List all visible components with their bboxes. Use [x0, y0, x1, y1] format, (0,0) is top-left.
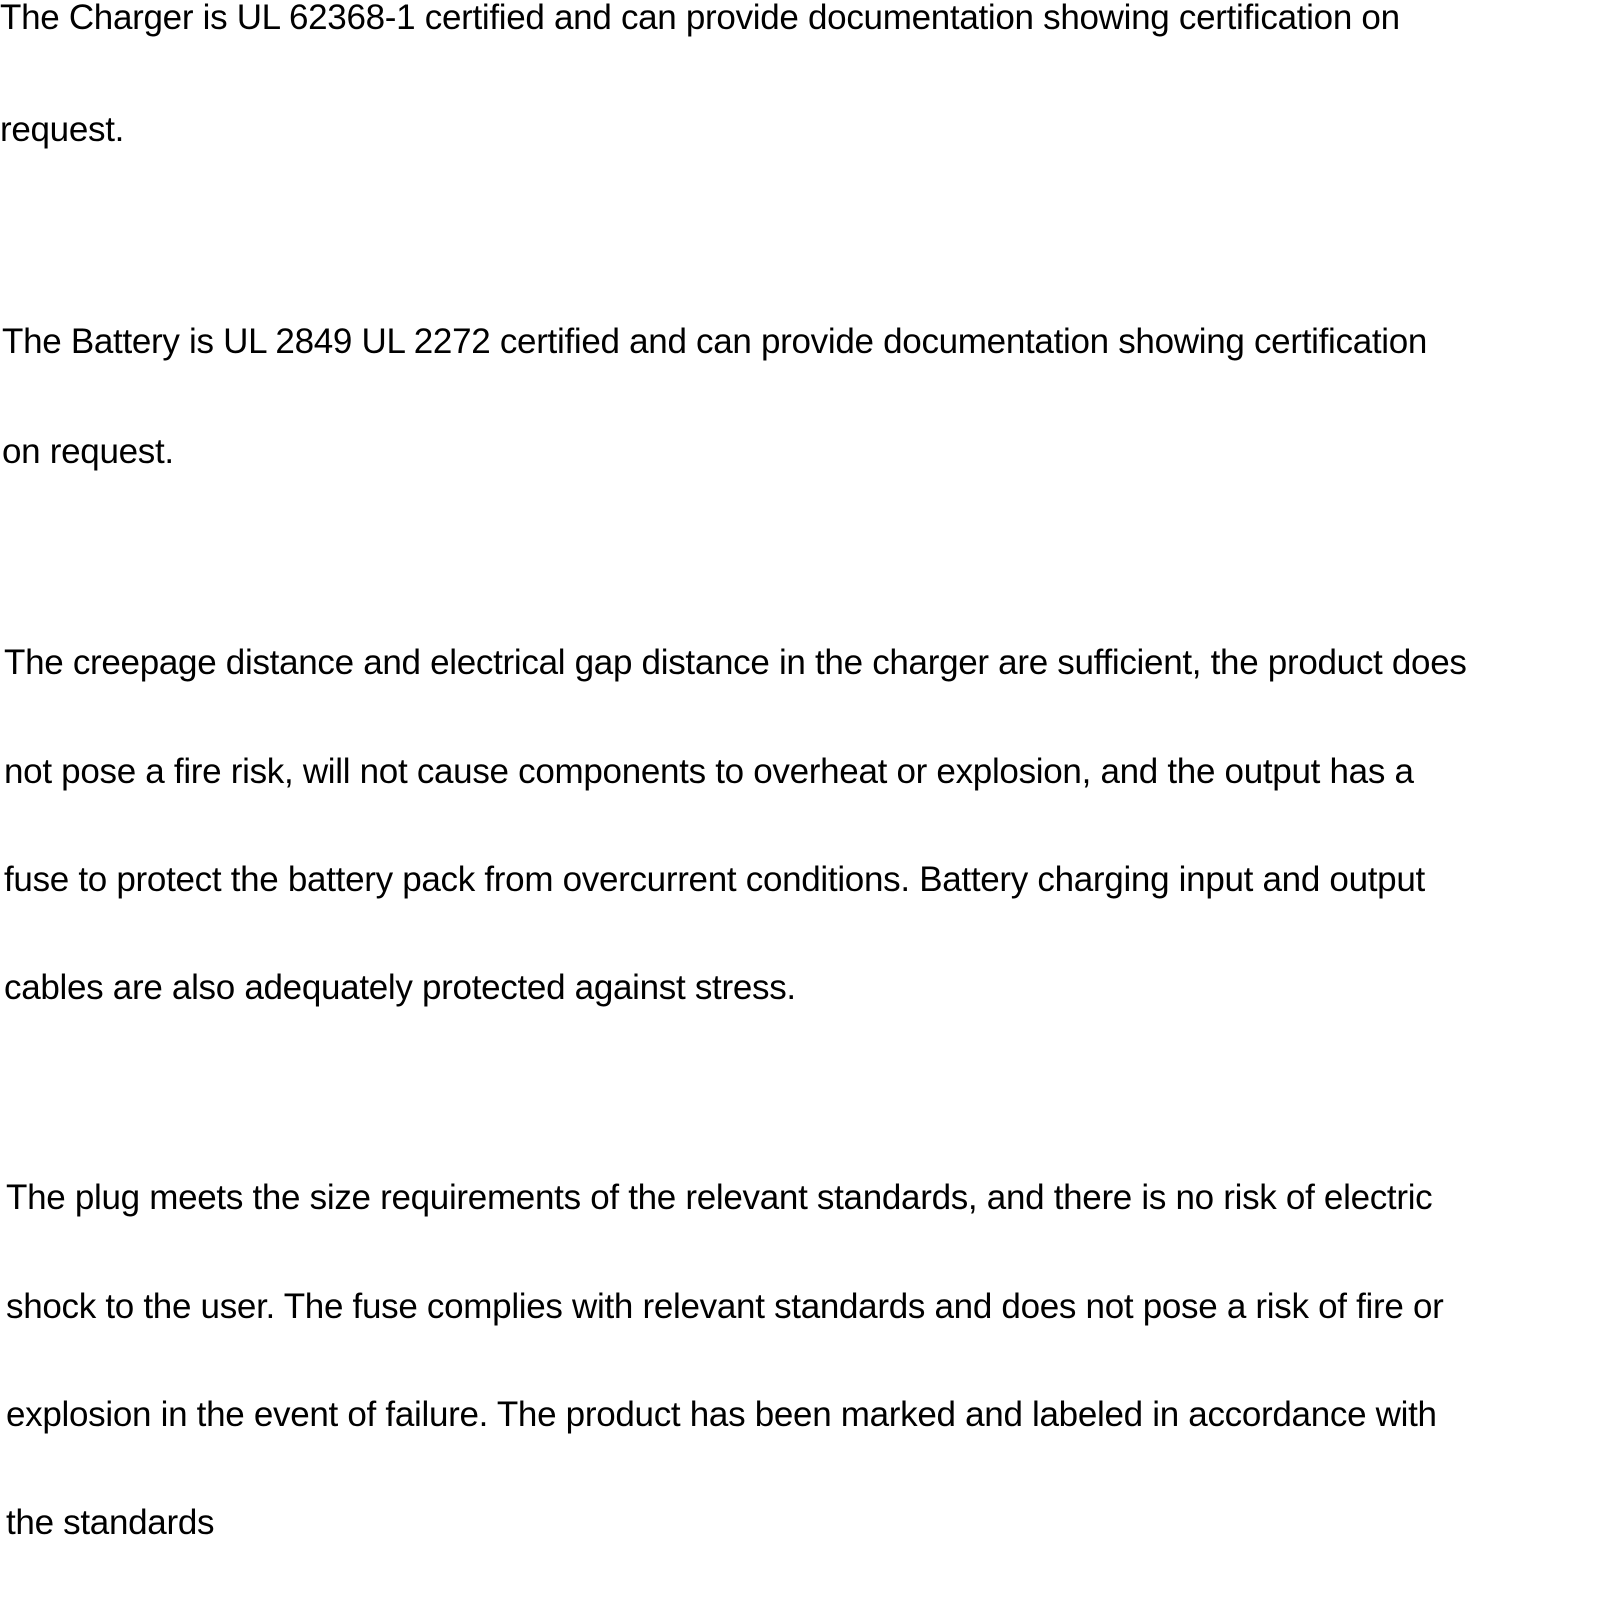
paragraph-line: The Charger is UL 62368-1 certified and can provide documentation showing certification on [0, 0, 1400, 37]
paragraph-line: fuse to protect the battery pack from overcurrent conditions. Battery charging input and output [4, 860, 1425, 899]
paragraph-line: not pose a fire risk, will not cause components to overheat or explosion, and the output has a [4, 752, 1414, 791]
paragraph-line: The creepage distance and electrical gap distance in the charger are sufficient, the product does [4, 643, 1467, 682]
paragraph-line: The Battery is UL 2849 UL 2272 certified and can provide documentation showing certification [2, 322, 1428, 361]
paragraph-line: cables are also adequately protected against stress. [4, 968, 796, 1007]
paragraph-line: on request. [2, 432, 174, 471]
paragraph-line: explosion in the event of failure. The product has been marked and labeled in accordance with [6, 1395, 1437, 1434]
paragraph-line: the standards [6, 1503, 215, 1542]
paragraph-line: The plug meets the size requirements of the relevant standards, and there is no risk of electric [6, 1178, 1433, 1217]
paragraph-line: shock to the user. The fuse complies with relevant standards and does not pose a risk of fire or [6, 1287, 1444, 1326]
paragraph-line: request. [0, 110, 125, 149]
